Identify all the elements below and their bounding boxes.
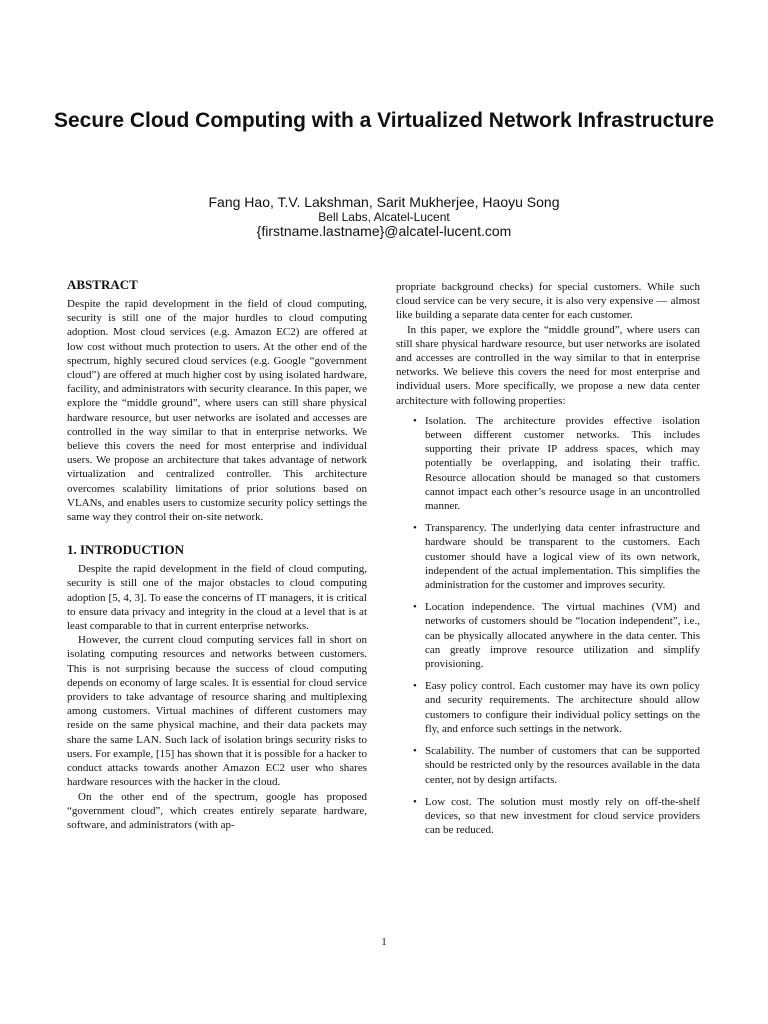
affiliation: Bell Labs, Alcatel-Lucent xyxy=(318,210,450,224)
list-item-text: Location independence. The virtual machines (VM) and networks of customers should be “location independent”, i.e., can be physically allocated anywhere in the data center. This can greatly improve resource utilization and simplify provisioning. xyxy=(425,601,700,671)
list-item xyxy=(396,600,700,671)
bullet-icon: • xyxy=(413,795,417,808)
introduction-heading: 1. INTRODUCTION xyxy=(67,542,185,558)
bullet-icon: • xyxy=(413,680,417,693)
properties-list xyxy=(396,414,700,837)
left-column xyxy=(67,276,367,832)
page-number: 1 xyxy=(381,936,387,948)
bullet-icon: • xyxy=(413,414,417,427)
intro-paragraph: In this paper, we explore the “middle ground”, where users can still share physical hardware resource, but user networks are isolated and accesses are controlled in the way similar to that in enterprise networks. We believe this covers the need for most enterprise and individual users. More specifically, we propose a new data center architecture with following properties: xyxy=(396,323,700,407)
list-item xyxy=(396,521,700,592)
list-item-text: Transparency. The underlying data center infrastructure and hardware should be transparent to the customers. Each customer should have a logical view of its own network, independent of the actual implementation. This simplifies the administration for the customer and improves security. xyxy=(425,522,700,592)
abstract-text: Despite the rapid development in the field of cloud computing, security is still one of the major hurdles to cloud computing adoption. Most cloud services (e.g. Amazon EC2) are offered at low cost without much protection to users. At the other end of the spectrum, highly secured cloud services (e.g. Google “government cloud”) are offered at much higher cost by using isolated hardware, facility, and administrators with security clearance. In this paper, we explore the “middle ground”, where users can still share physical hardware resource, but user networks are isolated and accesses are controlled in the way similar to that in enterprise networks. We believe this covers the need for most enterprise and individual users. We propose an architecture that takes advantage of network virtualization and centralized controller. This architecture overcomes scalability limitations of prior solutions based on VLANs, and enables users to customize security policy settings the same way they control their on-site network. xyxy=(67,298,368,524)
author-list: Fang Hao, T.V. Lakshman, Sarit Mukherjee, Haoyu Song xyxy=(208,194,560,210)
author-email: {firstname.lastname}@alcatel-lucent.com xyxy=(256,223,512,239)
list-item-text: Low cost. The solution must mostly rely on off-the-shelf devices, so that new investment for cloud service providers can be reduced. xyxy=(425,795,700,837)
list-item-text: Easy policy control. Each customer may have its own policy and security requirements. The architecture should allow customers to configure their individual policy settings on the fly, and enforce such settings in the network. xyxy=(425,680,700,735)
paper-title: Secure Cloud Computing with a Virtualized Network Infrastructure xyxy=(53,109,715,132)
list-item xyxy=(396,795,700,838)
list-item-text: Scalability. The number of customers that can be supported should be restricted only by the resources available in the data center, not by design artifacts. xyxy=(425,745,700,786)
list-item xyxy=(396,679,700,736)
intro-paragraph: However, the current cloud computing services fall in short on isolating computing resources and networks between customers. This is not surprising because the success of cloud computing depends on economy of large scales. It is essential for cloud service providers to take advantage of resource sharing and multiplexing among customers. Virtual machines of different customers may reside on the same physical machine, and their data packets may share the same LAN. Such lack of isolation brings security risks to users. For example, [15] has shown that it is possible for a hacker to conduct attacks towards another Amazon EC2 user who shares hardware resources with the hacker in the cloud. xyxy=(67,634,367,789)
intro-continuation: propriate background checks) for special customers. While such cloud service can be very secure, it is also very expensive — almost like building a separate data center for each customer. xyxy=(396,281,700,322)
intro-paragraph: Despite the rapid development in the field of cloud computing, security is still one of the major obstacles to cloud computing adoption [5, 4, 3]. To ease the concerns of IT managers, it is critical to ensure data privacy and integrity in the cloud at a level that is at least comparable to that in current enterprise networks. xyxy=(67,563,367,633)
bullet-icon: • xyxy=(413,522,417,535)
list-item-text: Isolation. The architecture provides effective isolation between different customer networks. This includes supporting their private IP address spaces, which may potentially be overlapping, and isolating their traffic. Resource allocation should be managed so that customers cannot impact each other’s resource usage in an uncontrolled manner. xyxy=(425,414,700,513)
list-item xyxy=(396,744,700,787)
list-item xyxy=(396,414,700,513)
right-column xyxy=(396,280,700,845)
bullet-icon: • xyxy=(413,745,417,758)
bullet-icon: • xyxy=(413,601,417,614)
intro-paragraph: On the other end of the spectrum, google has proposed “government cloud”, which creates entirely separate hardware, software, and administrators (with ap- xyxy=(67,790,367,831)
abstract-heading: ABSTRACT xyxy=(67,277,138,292)
